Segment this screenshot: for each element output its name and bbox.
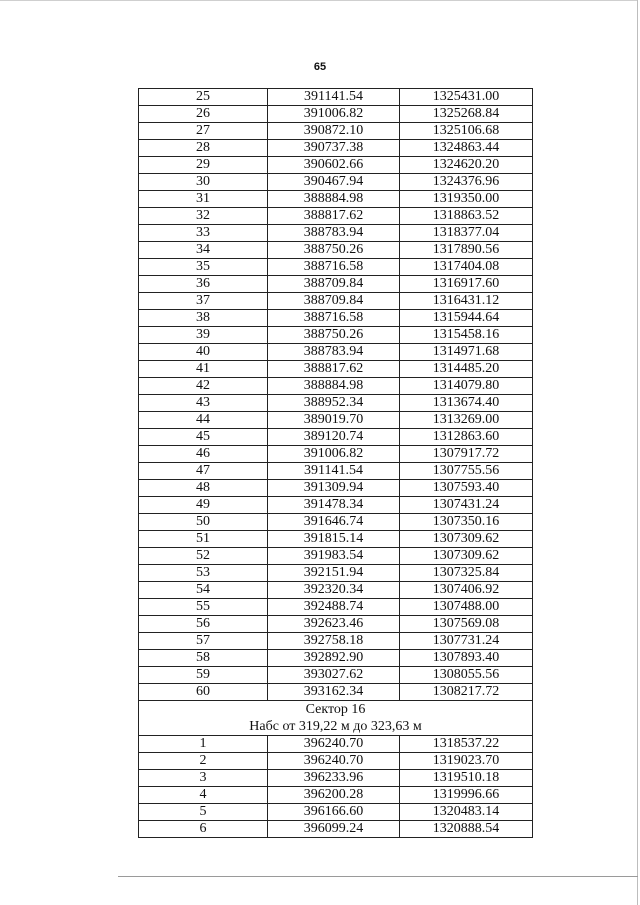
- y-coordinate-cell: 1307488.00: [400, 599, 533, 616]
- table-row: [139, 804, 533, 821]
- y-coordinate-cell: 1314485.20: [400, 361, 533, 378]
- y-coordinate-cell: 1318863.52: [400, 208, 533, 225]
- point-number-cell: 27: [139, 123, 268, 140]
- x-coordinate-cell: 396233.96: [268, 770, 400, 787]
- x-coordinate-cell: 392320.34: [268, 582, 400, 599]
- point-number-cell: 1: [139, 736, 268, 753]
- x-coordinate-cell: 388884.98: [268, 378, 400, 395]
- point-number-cell: 44: [139, 412, 268, 429]
- table-row: [139, 208, 533, 225]
- table-row: [139, 548, 533, 565]
- x-coordinate-cell: 388709.84: [268, 276, 400, 293]
- x-coordinate-cell: 391006.82: [268, 106, 400, 123]
- y-coordinate-cell: 1325431.00: [400, 89, 533, 106]
- table-row: [139, 633, 533, 650]
- point-number-cell: 51: [139, 531, 268, 548]
- x-coordinate-cell: 393162.34: [268, 684, 400, 701]
- x-coordinate-cell: 392758.18: [268, 633, 400, 650]
- x-coordinate-cell: 388952.34: [268, 395, 400, 412]
- x-coordinate-cell: 389019.70: [268, 412, 400, 429]
- point-number-cell: 31: [139, 191, 268, 208]
- x-coordinate-cell: 396166.60: [268, 804, 400, 821]
- point-number-cell: 50: [139, 514, 268, 531]
- y-coordinate-cell: 1307350.16: [400, 514, 533, 531]
- table-row: [139, 140, 533, 157]
- y-coordinate-cell: 1319350.00: [400, 191, 533, 208]
- point-number-cell: 34: [139, 242, 268, 259]
- y-coordinate-cell: 1307406.92: [400, 582, 533, 599]
- point-number-cell: 26: [139, 106, 268, 123]
- y-coordinate-cell: 1315458.16: [400, 327, 533, 344]
- y-coordinate-cell: 1324376.96: [400, 174, 533, 191]
- table-row: [139, 344, 533, 361]
- y-coordinate-cell: 1313269.00: [400, 412, 533, 429]
- table-row: [139, 310, 533, 327]
- page-edge-right: [637, 0, 638, 905]
- y-coordinate-cell: 1316917.60: [400, 276, 533, 293]
- point-number-cell: 58: [139, 650, 268, 667]
- table-row: [139, 582, 533, 599]
- section-header-cell: [139, 701, 533, 736]
- x-coordinate-cell: 388884.98: [268, 191, 400, 208]
- table-row: [139, 497, 533, 514]
- table-row: [139, 361, 533, 378]
- x-coordinate-cell: 391646.74: [268, 514, 400, 531]
- table-row: [139, 174, 533, 191]
- section-subtitle: Набс от 319,22 м до 323,63 м: [249, 719, 422, 734]
- table-row: [139, 157, 533, 174]
- x-coordinate-cell: 388817.62: [268, 361, 400, 378]
- y-coordinate-cell: 1307731.24: [400, 633, 533, 650]
- x-coordinate-cell: 388716.58: [268, 259, 400, 276]
- point-number-cell: 45: [139, 429, 268, 446]
- x-coordinate-cell: 388783.94: [268, 225, 400, 242]
- y-coordinate-cell: 1314971.68: [400, 344, 533, 361]
- table-row: [139, 89, 533, 106]
- x-coordinate-cell: 392892.90: [268, 650, 400, 667]
- table-row: [139, 770, 533, 787]
- point-number-cell: 33: [139, 225, 268, 242]
- y-coordinate-cell: 1307917.72: [400, 446, 533, 463]
- section-title: Сектор 16: [305, 702, 366, 717]
- y-coordinate-cell: 1312863.60: [400, 429, 533, 446]
- point-number-cell: 56: [139, 616, 268, 633]
- point-number-cell: 43: [139, 395, 268, 412]
- y-coordinate-cell: 1319510.18: [400, 770, 533, 787]
- table-row: [139, 293, 533, 310]
- y-coordinate-cell: 1325268.84: [400, 106, 533, 123]
- table-row: [139, 242, 533, 259]
- coordinates-rows-top: [139, 89, 533, 701]
- x-coordinate-cell: 392488.74: [268, 599, 400, 616]
- y-coordinate-cell: 1316431.12: [400, 293, 533, 310]
- point-number-cell: 55: [139, 599, 268, 616]
- page-bottom-rule: [118, 876, 638, 877]
- point-number-cell: 40: [139, 344, 268, 361]
- x-coordinate-cell: 392151.94: [268, 565, 400, 582]
- point-number-cell: 35: [139, 259, 268, 276]
- x-coordinate-cell: 389120.74: [268, 429, 400, 446]
- table-row: [139, 616, 533, 633]
- point-number-cell: 57: [139, 633, 268, 650]
- section-header-group: [139, 701, 533, 736]
- x-coordinate-cell: 391815.14: [268, 531, 400, 548]
- x-coordinate-cell: 391983.54: [268, 548, 400, 565]
- point-number-cell: 2: [139, 753, 268, 770]
- x-coordinate-cell: 390872.10: [268, 123, 400, 140]
- point-number-cell: 4: [139, 787, 268, 804]
- point-number-cell: 46: [139, 446, 268, 463]
- y-coordinate-cell: 1314079.80: [400, 378, 533, 395]
- table-row: [139, 463, 533, 480]
- table-row: [139, 650, 533, 667]
- point-number-cell: 6: [139, 821, 268, 838]
- x-coordinate-cell: 390737.38: [268, 140, 400, 157]
- y-coordinate-cell: 1307593.40: [400, 480, 533, 497]
- point-number-cell: 28: [139, 140, 268, 157]
- y-coordinate-cell: 1308055.56: [400, 667, 533, 684]
- table-row: [139, 378, 533, 395]
- table-row: [139, 429, 533, 446]
- y-coordinate-cell: 1320888.54: [400, 821, 533, 838]
- x-coordinate-cell: 388716.58: [268, 310, 400, 327]
- page-number: 65: [313, 61, 327, 73]
- table-row: [139, 787, 533, 804]
- x-coordinate-cell: 396240.70: [268, 753, 400, 770]
- table-row: [139, 276, 533, 293]
- point-number-cell: 25: [139, 89, 268, 106]
- table-row: [139, 736, 533, 753]
- y-coordinate-cell: 1325106.68: [400, 123, 533, 140]
- point-number-cell: 29: [139, 157, 268, 174]
- point-number-cell: 32: [139, 208, 268, 225]
- x-coordinate-cell: 396200.28: [268, 787, 400, 804]
- point-number-cell: 53: [139, 565, 268, 582]
- y-coordinate-cell: 1317890.56: [400, 242, 533, 259]
- table-row: [139, 327, 533, 344]
- point-number-cell: 48: [139, 480, 268, 497]
- x-coordinate-cell: 388783.94: [268, 344, 400, 361]
- table-row: [139, 412, 533, 429]
- x-coordinate-cell: 391309.94: [268, 480, 400, 497]
- y-coordinate-cell: 1318377.04: [400, 225, 533, 242]
- point-number-cell: 59: [139, 667, 268, 684]
- table-row: [139, 106, 533, 123]
- table-row: [139, 531, 533, 548]
- table-row: [139, 684, 533, 701]
- x-coordinate-cell: 390602.66: [268, 157, 400, 174]
- x-coordinate-cell: 391478.34: [268, 497, 400, 514]
- point-number-cell: 39: [139, 327, 268, 344]
- table-row: [139, 225, 533, 242]
- y-coordinate-cell: 1307893.40: [400, 650, 533, 667]
- table-row: [139, 753, 533, 770]
- table-row: [139, 259, 533, 276]
- point-number-cell: 38: [139, 310, 268, 327]
- y-coordinate-cell: 1324863.44: [400, 140, 533, 157]
- point-number-cell: 3: [139, 770, 268, 787]
- table-row: [139, 599, 533, 616]
- table-row: [139, 821, 533, 838]
- table-row: [139, 446, 533, 463]
- x-coordinate-cell: 388750.26: [268, 327, 400, 344]
- x-coordinate-cell: 388750.26: [268, 242, 400, 259]
- y-coordinate-cell: 1307755.56: [400, 463, 533, 480]
- y-coordinate-cell: 1317404.08: [400, 259, 533, 276]
- y-coordinate-cell: 1307309.62: [400, 548, 533, 565]
- y-coordinate-cell: 1315944.64: [400, 310, 533, 327]
- table-row: [139, 480, 533, 497]
- x-coordinate-cell: 391006.82: [268, 446, 400, 463]
- coordinates-rows-bottom: [139, 736, 533, 838]
- table-row: [139, 667, 533, 684]
- point-number-cell: 41: [139, 361, 268, 378]
- y-coordinate-cell: 1313674.40: [400, 395, 533, 412]
- coordinates-table: [138, 88, 533, 838]
- y-coordinate-cell: 1318537.22: [400, 736, 533, 753]
- table-row: [139, 395, 533, 412]
- table-row: [139, 191, 533, 208]
- point-number-cell: 52: [139, 548, 268, 565]
- point-number-cell: 30: [139, 174, 268, 191]
- x-coordinate-cell: 391141.54: [268, 463, 400, 480]
- point-number-cell: 47: [139, 463, 268, 480]
- section-header-row: [139, 701, 533, 736]
- point-number-cell: 36: [139, 276, 268, 293]
- y-coordinate-cell: 1307325.84: [400, 565, 533, 582]
- x-coordinate-cell: 388817.62: [268, 208, 400, 225]
- y-coordinate-cell: 1307569.08: [400, 616, 533, 633]
- page-edge-top: [0, 0, 638, 1]
- x-coordinate-cell: 388709.84: [268, 293, 400, 310]
- y-coordinate-cell: 1307431.24: [400, 497, 533, 514]
- x-coordinate-cell: 396099.24: [268, 821, 400, 838]
- x-coordinate-cell: 390467.94: [268, 174, 400, 191]
- y-coordinate-cell: 1320483.14: [400, 804, 533, 821]
- y-coordinate-cell: 1307309.62: [400, 531, 533, 548]
- table-row: [139, 565, 533, 582]
- point-number-cell: 42: [139, 378, 268, 395]
- x-coordinate-cell: 392623.46: [268, 616, 400, 633]
- y-coordinate-cell: 1319996.66: [400, 787, 533, 804]
- table-row: [139, 514, 533, 531]
- point-number-cell: 49: [139, 497, 268, 514]
- y-coordinate-cell: 1308217.72: [400, 684, 533, 701]
- x-coordinate-cell: 393027.62: [268, 667, 400, 684]
- table-row: [139, 123, 533, 140]
- point-number-cell: 60: [139, 684, 268, 701]
- y-coordinate-cell: 1319023.70: [400, 753, 533, 770]
- point-number-cell: 54: [139, 582, 268, 599]
- x-coordinate-cell: 396240.70: [268, 736, 400, 753]
- y-coordinate-cell: 1324620.20: [400, 157, 533, 174]
- point-number-cell: 5: [139, 804, 268, 821]
- point-number-cell: 37: [139, 293, 268, 310]
- x-coordinate-cell: 391141.54: [268, 89, 400, 106]
